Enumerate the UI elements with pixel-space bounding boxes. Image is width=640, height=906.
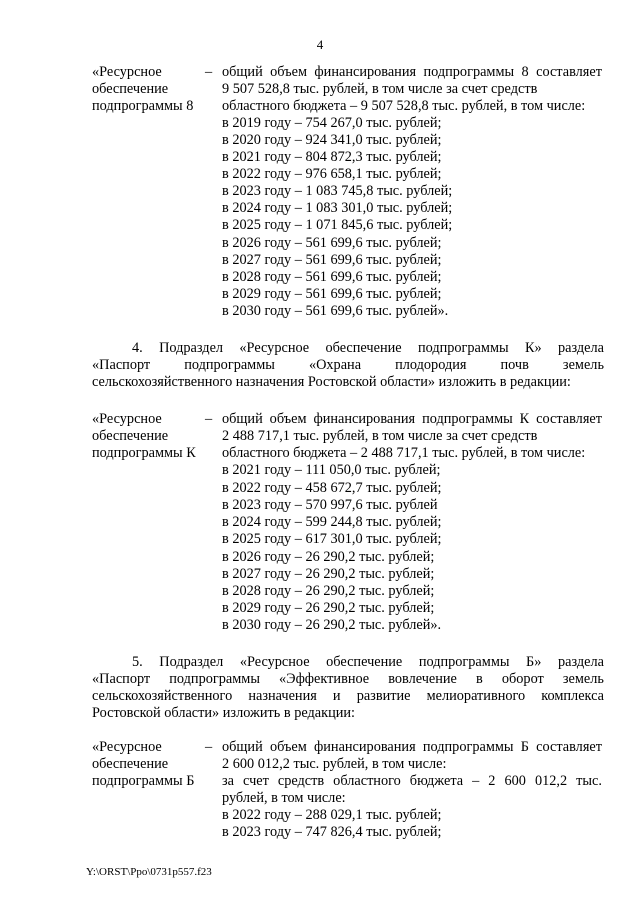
block1-left-line-1: «Ресурсное bbox=[92, 64, 162, 80]
block2-right-line-2: 2 488 717,1 тыс. рублей, в том числе за счет средств bbox=[222, 428, 538, 444]
para5-line-3: сельскохозяйственного назначения и развитие мелиоративного комплекса bbox=[92, 688, 604, 704]
block1-right-line-12: в 2027 году – 561 699,6 тыс. рублей; bbox=[222, 252, 442, 268]
block3-left-line-1: «Ресурсное bbox=[92, 739, 162, 755]
block2-right-line-13: в 2030 году – 26 290,2 тыс. рублей». bbox=[222, 617, 442, 633]
block1-right-line-2: 9 507 528,8 тыс. рублей, в том числе за счет средств bbox=[222, 81, 538, 97]
block1-right-line-5: в 2020 году – 924 341,0 тыс. рублей; bbox=[222, 132, 442, 148]
block3-left-line-2: обеспечение bbox=[92, 756, 169, 772]
block3-left-line-3: подпрограммы Б bbox=[92, 773, 195, 789]
block2-right-line-10: в 2027 году – 26 290,2 тыс. рублей; bbox=[222, 566, 435, 582]
block1-right-line-3: областного бюджета – 9 507 528,8 тыс. рублей, в том числе: bbox=[222, 98, 586, 114]
block1-right-line-11: в 2026 году – 561 699,6 тыс. рублей; bbox=[222, 235, 442, 251]
block3-right-line-1: общий объем финансирования подпрограммы Б составляет bbox=[222, 739, 602, 755]
block2-left-line-3: подпрограммы К bbox=[92, 445, 196, 461]
block2-left-line-1: «Ресурсное bbox=[92, 411, 162, 427]
block1-dash: – bbox=[205, 64, 213, 80]
para4-line-1: 4. Подраздел «Ресурсное обеспечение подпрограммы К» раздела bbox=[132, 340, 604, 356]
block2-right-line-7: в 2024 году – 599 244,8 тыс. рублей; bbox=[222, 514, 442, 530]
block3-right-line-5: в 2022 году – 288 029,1 тыс. рублей; bbox=[222, 807, 442, 823]
block3-dash: – bbox=[205, 739, 213, 755]
block1-right-line-8: в 2023 году – 1 083 745,8 тыс. рублей; bbox=[222, 183, 453, 199]
para4-line-2: «Паспорт подпрограммы «Охрана плодородия почв земель bbox=[92, 357, 604, 373]
para4-line-3: сельскохозяйственного назначения Ростовской области» изложить в редакции: bbox=[92, 374, 571, 390]
block2-right-line-1: общий объем финансирования подпрограммы К составляет bbox=[222, 411, 602, 427]
block1-right-line-9: в 2024 году – 1 083 301,0 тыс. рублей; bbox=[222, 200, 453, 216]
block2-right-line-6: в 2023 году – 570 997,6 тыс. рублей bbox=[222, 497, 438, 513]
block1-right-line-15: в 2030 году – 561 699,6 тыс. рублей». bbox=[222, 303, 449, 319]
block3-right-line-4: рублей, в том числе: bbox=[222, 790, 346, 806]
file-path-footer: Y:\ORST\Ppo\0731p557.f23 bbox=[86, 866, 212, 878]
para5-line-2: «Паспорт подпрограммы «Эффективное вовлечение в оборот земель bbox=[92, 671, 604, 687]
block1-right-line-13: в 2028 году – 561 699,6 тыс. рублей; bbox=[222, 269, 442, 285]
block3-right-line-2: 2 600 012,2 тыс. рублей, в том числе: bbox=[222, 756, 447, 772]
block3-right-line-6: в 2023 году – 747 826,4 тыс. рублей; bbox=[222, 824, 442, 840]
block2-left-line-2: обеспечение bbox=[92, 428, 169, 444]
block2-right-line-9: в 2026 году – 26 290,2 тыс. рублей; bbox=[222, 549, 435, 565]
block1-left-line-3: подпрограммы 8 bbox=[92, 98, 194, 114]
block1-left-line-2: обеспечение bbox=[92, 81, 169, 97]
para5-line-4: Ростовской области» изложить в редакции: bbox=[92, 705, 355, 721]
block1-right-line-6: в 2021 году – 804 872,3 тыс. рублей; bbox=[222, 149, 442, 165]
page-number: 4 bbox=[316, 37, 324, 52]
block2-right-line-8: в 2025 году – 617 301,0 тыс. рублей; bbox=[222, 531, 442, 547]
block2-right-line-11: в 2028 году – 26 290,2 тыс. рублей; bbox=[222, 583, 435, 599]
block2-right-line-5: в 2022 году – 458 672,7 тыс. рублей; bbox=[222, 480, 442, 496]
block1-right-line-14: в 2029 году – 561 699,6 тыс. рублей; bbox=[222, 286, 442, 302]
block1-right-line-1: общий объем финансирования подпрограммы 8 составляет bbox=[222, 64, 602, 80]
para5-line-1: 5. Подраздел «Ресурсное обеспечение подпрограммы Б» раздела bbox=[132, 654, 604, 670]
block2-right-line-3: областного бюджета – 2 488 717,1 тыс. рублей, в том числе: bbox=[222, 445, 586, 461]
block1-right-line-10: в 2025 году – 1 071 845,6 тыс. рублей; bbox=[222, 217, 453, 233]
block2-dash: – bbox=[205, 411, 213, 427]
block3-right-line-3: за счет средств областного бюджета – 2 600 012,2 тыс. bbox=[222, 773, 602, 789]
block2-right-line-4: в 2021 году – 111 050,0 тыс. рублей; bbox=[222, 462, 441, 478]
block1-right-line-4: в 2019 году – 754 267,0 тыс. рублей; bbox=[222, 115, 442, 131]
block2-right-line-12: в 2029 году – 26 290,2 тыс. рублей; bbox=[222, 600, 435, 616]
block1-right-line-7: в 2022 году – 976 658,1 тыс. рублей; bbox=[222, 166, 442, 182]
